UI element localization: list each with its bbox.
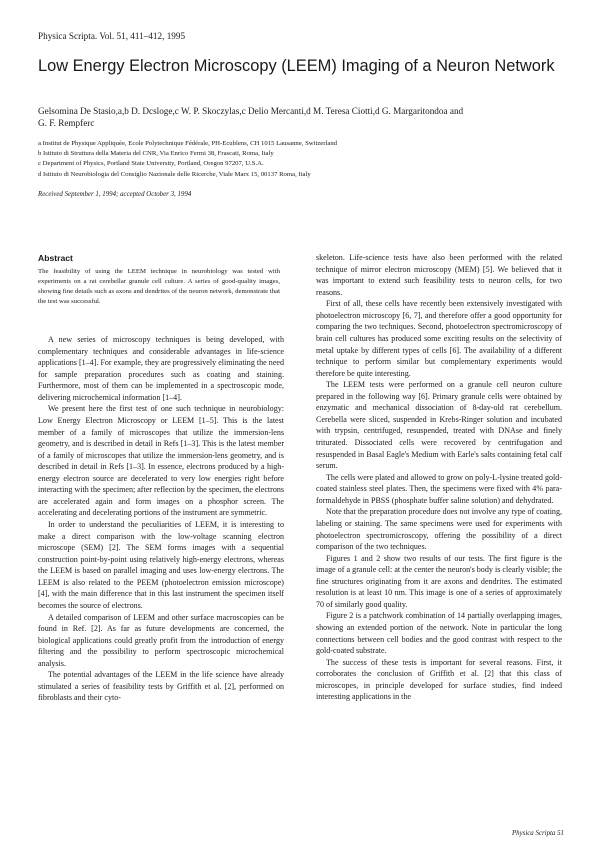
body-column-right	[316, 252, 562, 703]
paragraph: The LEEM tests were performed on a granule cell neuron culture prepared in the following way [6]. Primary granule cells were obtained by enzymatic and mechanical dissociation of 8-day-old rat cerebellum. Cerebella were sliced, suspended in Krebs-Ringer solution and incubated with trypsin, centrifuged, resuspended, treated with DNAse and finely triturated. Dissociated cells were recovered by centrifugation and resuspended in Basal Eagle's Medium with Earle's salts containing fetal calf serum.	[316, 380, 562, 471]
authors-line-1: Gelsomina De Stasio,a,b D. Dcsloge,c W. P. Skoczylas,c Delio Mercanti,d M. Teresa Ciotti,d G. Margaritondoa and	[38, 106, 464, 116]
paragraph: The success of these tests is important for several reasons. First, it corroborates the conclusion of Griffith et al. [2] that this class of microscopes, in principle developed for surface studies, find indeed interesting applications in the	[316, 657, 562, 702]
paragraph: The cells were plated and allowed to grow on poly-L-lysine treated gold-coated stainless steel plates. Then, the specimens were fixed with 4% para-formaldehyde in PBSS (phosphate buffer saline solution) and dehydrated.	[316, 472, 562, 505]
body-column-left	[38, 334, 284, 704]
paper-title: Low Energy Electron Microscopy (LEEM) Imaging of a Neuron Network	[38, 57, 555, 75]
affiliation-c: c Department of Physics, Portland State University, Portland, Oregon 97207, U.S.A.	[38, 160, 264, 168]
paragraph: The potential advantages of the LEEM in the life science have already stimulated a series of feasibility tests by Griffith et al. [2], performed on fibroblasts and their cyto-	[38, 670, 284, 703]
authors-line-2: G. F. Rempferc	[38, 118, 95, 129]
paragraph: A new series of microscopy techniques is being developed, with complementary techniques and considerable advantages in life-science applications [1–4]. For example, they are progressively eliminating the need for sample preparation procedures such as coating and staining. Furthermore, most of them can be implemented in a spectroscopic mode, delivering microchemical information [1–4].	[38, 335, 284, 402]
received-dates: Received September 1, 1994; accepted October 3, 1994	[38, 191, 192, 198]
abstract-heading: Abstract	[38, 253, 73, 263]
paragraph: skeleton. Life-science tests have also been performed with the related technique of mirror electron microscopy (MEM) [5]. We believed that it was important to extend such feasibility tests to neuron cells, for two reasons.	[316, 253, 562, 297]
journal-footer: Physica Scripta 51	[511, 830, 564, 837]
paragraph: In order to understand the peculiarities of LEEM, it is interesting to make a direct comparison with the low-voltage scanning electron microscope (SEM) [2]. The SEM forms images with a sequential construction point-by-point using relatively high-energy electrons, whereas the LEEM is based on parallel imaging and uses low-energy electrons. The LEEM is also related to the PEEM (photoelectron emission microscope) [4], with the main difference that in this last instrument the specimen itself becomes the source of electrons.	[38, 520, 284, 610]
paragraph: First of all, these cells have recently been extensively investigated with photoelectron microscopy [6, 7], and therefore offer a good opportunity for comparing the two techniques. Second, photoelectron spectromicroscopy of brain cell cultures has produced some exciting results on the selectivity of metal uptake by different types of cells [6]. The availability of a different technique to perform similar but complementary experiments would therefore be quite interesting.	[316, 299, 562, 378]
affiliation-a: a Institut de Physique Appliquée, Ecole Polytechnique Fédérale, PH-Ecublens, CH 1015 Lausanne, Switzerland	[38, 140, 338, 147]
paragraph: Figures 1 and 2 show two results of our tests. The first figure is the image of a granule cell: at the center the neuron's body is clearly visible; the fine structures originating from it are axons and dendrites. The estimated resolution is at least 10 nm. This image is one of a series of approximately 70 of similarly good quality.	[316, 553, 562, 609]
paragraph: We present here the first test of one such technique in neurobiology: Low Energy Electron Microscopy or LEEM [1–5]. This is the latest member of a family of microscopes that utilize the immersion-lens geometry, and is described in detail in Refs [1–3]. This is the latest member of a family of microscopes that utilize the immersion-lens geometry, and is described in detail in Refs [1–3]. In essence, electrons produced by a high-energy electron source are decelerated to very low energies right before interacting with the specimen; after reflection by the specimen, the electrons are accelerated again and form images on a phosphor screen. The accelerating and decelerating portions of the instrument are symmetric.	[38, 404, 285, 518]
affiliations	[38, 139, 578, 180]
affiliation-d: d Istituto di Neurobiologia del Consiglio Nazionale delle Ricerche, Viale Marx 15, 00137 Roma, Italy	[38, 170, 311, 178]
paragraph: Figure 2 is a patchwork combination of 14 partially overlapping images, showing an extended portion of the network. Note in particular the long connections between cell bodies and the good contrast with respect to the gold-coated substrate.	[316, 611, 562, 656]
journal-header: Physica Scripta. Vol. 51, 411–412, 1995	[38, 31, 186, 41]
paragraph: Note that the preparation procedure does not involve any type of coating, labeling or staining. The same specimens were used for experiments with photoelectron spectromicroscopy, offering the possibility of a direct comparison of the two techniques.	[316, 507, 562, 552]
abstract-text: The feasibility of using the LEEM technique in neurobiology was tested with experiments on a rat cerebellar granule cell culture. A series of good-quality images, showing fine details such as axons and dendrites of the neuron network, demonstrate that the test was successful.	[38, 268, 280, 306]
author-list	[38, 105, 568, 130]
affiliation-b: b Istituto di Struttura della Materia del CNR, Via Enrico Fermi 38, Frascati, Roma, Italy	[38, 150, 274, 158]
paragraph: A detailed comparison of LEEM and other surface macroscopies can be found in Ref. [2]. As far as future developments are concerned, the biological applications could greatly profit from the introduction of energy filtering and the possibility to perform spectroscopic microchemical analysis.	[38, 612, 284, 668]
